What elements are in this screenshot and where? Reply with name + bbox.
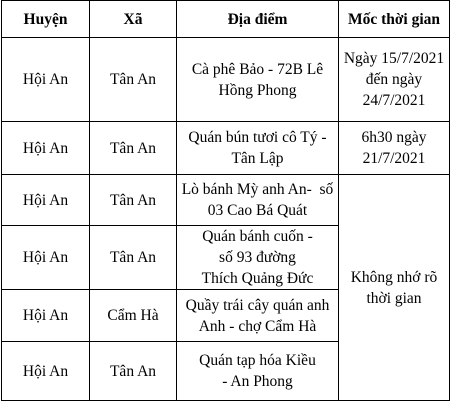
table-row — [2, 175, 450, 226]
header-huyen: Huyện — [2, 1, 90, 38]
cell-dia-diem — [177, 38, 339, 122]
cell-text-line: Cà phê Bảo - 72B Lê — [191, 60, 324, 78]
cell-huyen: Hội An — [2, 175, 90, 226]
cell-huyen: Hội An — [2, 290, 90, 342]
cell-moc-thoi-gian — [339, 122, 450, 175]
cell-text-line: Lò bánh Mỳ anh An- số — [181, 181, 334, 198]
cell-text-line: Thích Quảng Đức — [201, 270, 314, 287]
cell-xa: Tân An — [90, 122, 177, 175]
cell-text-line: Quán tạp hóa Kiều — [199, 352, 316, 369]
cell-dia-diem — [177, 290, 339, 342]
cell-text-line: Quán bánh cuốn - — [202, 228, 313, 245]
cell-text-line: đến ngày — [365, 71, 423, 88]
cell-text-line: Tân Lập — [231, 150, 284, 167]
cell-huyen: Hội An — [2, 342, 90, 401]
cell-dia-diem — [177, 226, 339, 290]
cell-xa: Tân An — [90, 175, 177, 226]
header-xa: Xã — [90, 1, 177, 38]
cell-huyen: Hội An — [2, 38, 90, 122]
cell-dia-diem — [177, 175, 339, 226]
cell-text-line: 24/7/2021 — [362, 92, 426, 109]
cell-text-line: - An Phong — [222, 373, 293, 390]
table-row — [2, 38, 450, 122]
cell-dia-diem — [177, 342, 339, 401]
cell-xa: Tân An — [90, 38, 177, 122]
header-dia-diem: Địa điểm — [177, 1, 339, 38]
cell-huyen: Hội An — [2, 122, 90, 175]
cell-xa: Cẩm Hà — [90, 290, 177, 342]
cell-text-line: Quán bún tươi cô Tý - — [188, 129, 327, 146]
cell-text-line: Hồng Phong — [218, 81, 297, 99]
cell-text-line: Ngày 15/7/2021 — [343, 50, 445, 67]
cell-text-line: thời gian — [366, 289, 422, 307]
table-row — [2, 122, 450, 175]
cell-huyen: Hội An — [2, 226, 90, 290]
cell-text-line: Quầy trái cây quán anh — [185, 296, 330, 314]
cell-moc-thoi-gian — [339, 38, 450, 122]
cell-dia-diem — [177, 122, 339, 175]
cell-xa: Tân An — [90, 342, 177, 401]
cell-text-line: 03 Cao Bá Quát — [207, 202, 308, 219]
cell-text-line: Không nhớ rõ — [350, 268, 438, 286]
header-moc-thoi-gian: Mốc thời gian — [339, 1, 450, 38]
cell-text-line: số 93 đường — [219, 249, 296, 266]
cell-text-line: 21/7/2021 — [362, 150, 426, 167]
cell-moc-thoi-gian-merged — [339, 175, 450, 401]
table-header-row — [2, 1, 450, 38]
exposure-locations-table — [1, 0, 450, 401]
cell-xa: Tân An — [90, 226, 177, 290]
cell-text-line: Anh - chợ Cẩm Hà — [198, 317, 317, 335]
cell-text-line: 6h30 ngày — [361, 129, 427, 146]
